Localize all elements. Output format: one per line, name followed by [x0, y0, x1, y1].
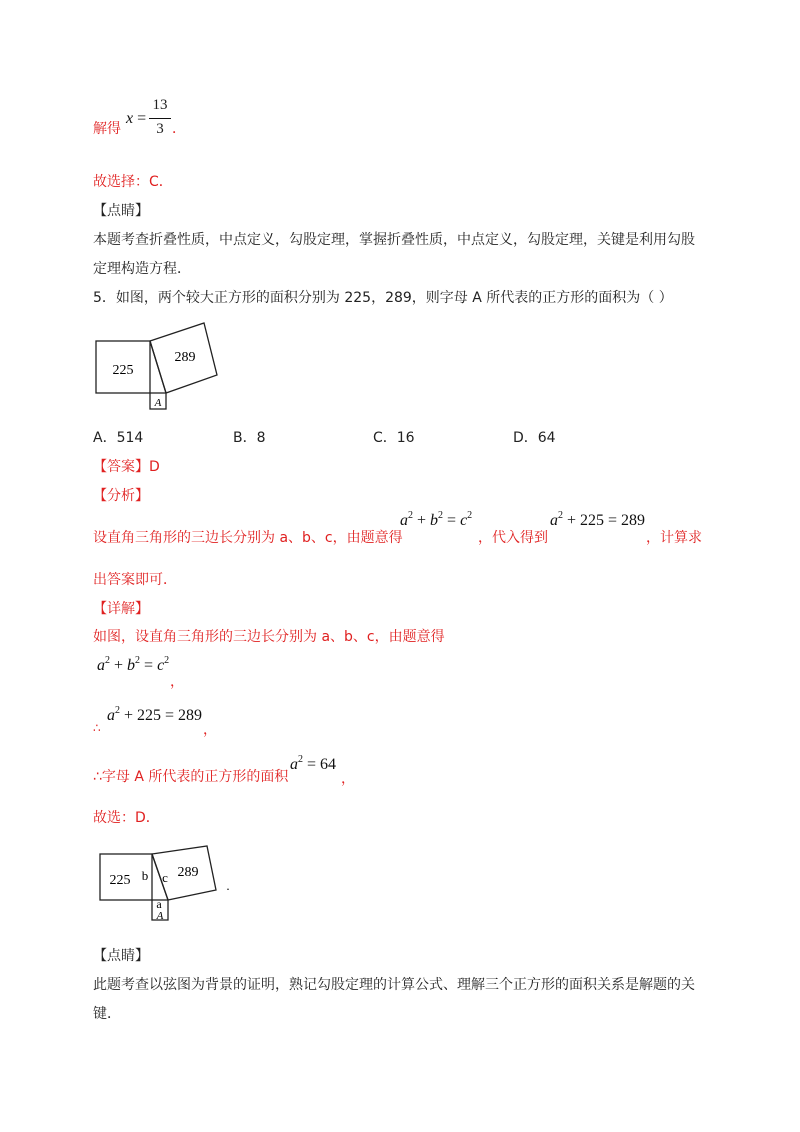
label-289: 289 — [174, 350, 196, 365]
figure-trailing-period: . — [226, 878, 230, 893]
point-tag: 【点睛】 — [93, 203, 149, 219]
label-b: b — [141, 868, 149, 883]
therefore-symbol: ∴ — [93, 721, 101, 735]
analysis-eq-1: $a^2 + b^2 = c^2$ — [400, 510, 473, 529]
label-a-square: A — [156, 910, 164, 922]
detail-eq-3: $a^2 = 64$ — [290, 754, 337, 773]
answer-value: D — [149, 459, 160, 475]
option-a: A．514 — [93, 430, 144, 446]
option-c: C．16 — [373, 430, 415, 446]
label-a-small: a — [156, 897, 162, 911]
point2-tag: 【点睛】 — [93, 948, 149, 964]
analysis-line-1a: 设直角三角形的三边长分别为 a、b、c，由题意得 — [93, 530, 403, 546]
detail-comma-1: ， — [170, 674, 184, 690]
x-variable: x = — [126, 110, 147, 127]
fraction-bar — [149, 118, 171, 119]
choose-line: 故选择：C． — [93, 174, 173, 190]
option-d: D．64 — [513, 430, 556, 446]
detail-line-1: 如图，设直角三角形的三边长分别为 a、b、c，由题意得 — [93, 629, 445, 645]
solve-period: ． — [172, 121, 186, 137]
detail-eq-2: $a^2 + 225 = 289$ — [107, 705, 203, 724]
label-c: c — [162, 870, 168, 885]
answer-line — [93, 457, 160, 477]
analysis-eq-2: $a^2 + 225 = 289$ — [550, 510, 646, 529]
point2-text-line-1: 此题考查以弦图为背景的证明，熟记勾股定理的计算公式、理解三个正方形的面积关系是解题的关 — [93, 977, 695, 993]
point-text-line-2: 定理构造方程． — [93, 261, 191, 277]
analysis-tag: 【分析】 — [93, 488, 149, 504]
answer-tag: 【答案】 — [93, 459, 149, 475]
detail-choose: 故选：D． — [93, 810, 160, 826]
label-289-fig2: 289 — [177, 865, 199, 880]
hypotenuse-line — [150, 341, 166, 393]
fraction-denominator: 3 — [156, 121, 164, 137]
detail-comma-3: ， — [341, 771, 355, 787]
label-225-fig2: 225 — [109, 873, 131, 888]
label-225: 225 — [112, 363, 134, 378]
detail-line-3: ∴字母 A 所代表的正方形的面积 — [93, 769, 289, 785]
option-b: B．8 — [233, 430, 266, 446]
analysis-line-1b: ，代入得到 — [478, 530, 548, 546]
solve-prefix: 解得 — [93, 121, 121, 137]
detail-comma-2: ， — [203, 722, 217, 738]
figure-squares-labeled — [95, 842, 245, 926]
analysis-line-1c: ，计算求 — [646, 530, 702, 546]
label-a: A — [154, 397, 162, 409]
fraction-numerator: 13 — [152, 97, 168, 113]
question-stem: 5．如图，两个较大正方形的面积分别为 225，289，则字母 A 所代表的正方形的面积为（ ） — [93, 290, 673, 306]
detail-eq-1: $a^2 + b^2 = c^2$ — [97, 655, 170, 674]
point2-text-line-2: 键． — [93, 1006, 121, 1022]
analysis-line-2: 出答案即可． — [93, 572, 177, 588]
point-text-line-1: 本题考查折叠性质，中点定义，勾股定理，掌握折叠性质，中点定义，勾股定理，关键是利用勾股 — [93, 232, 695, 248]
detail-tag: 【详解】 — [93, 601, 149, 617]
figure-squares — [90, 318, 230, 414]
